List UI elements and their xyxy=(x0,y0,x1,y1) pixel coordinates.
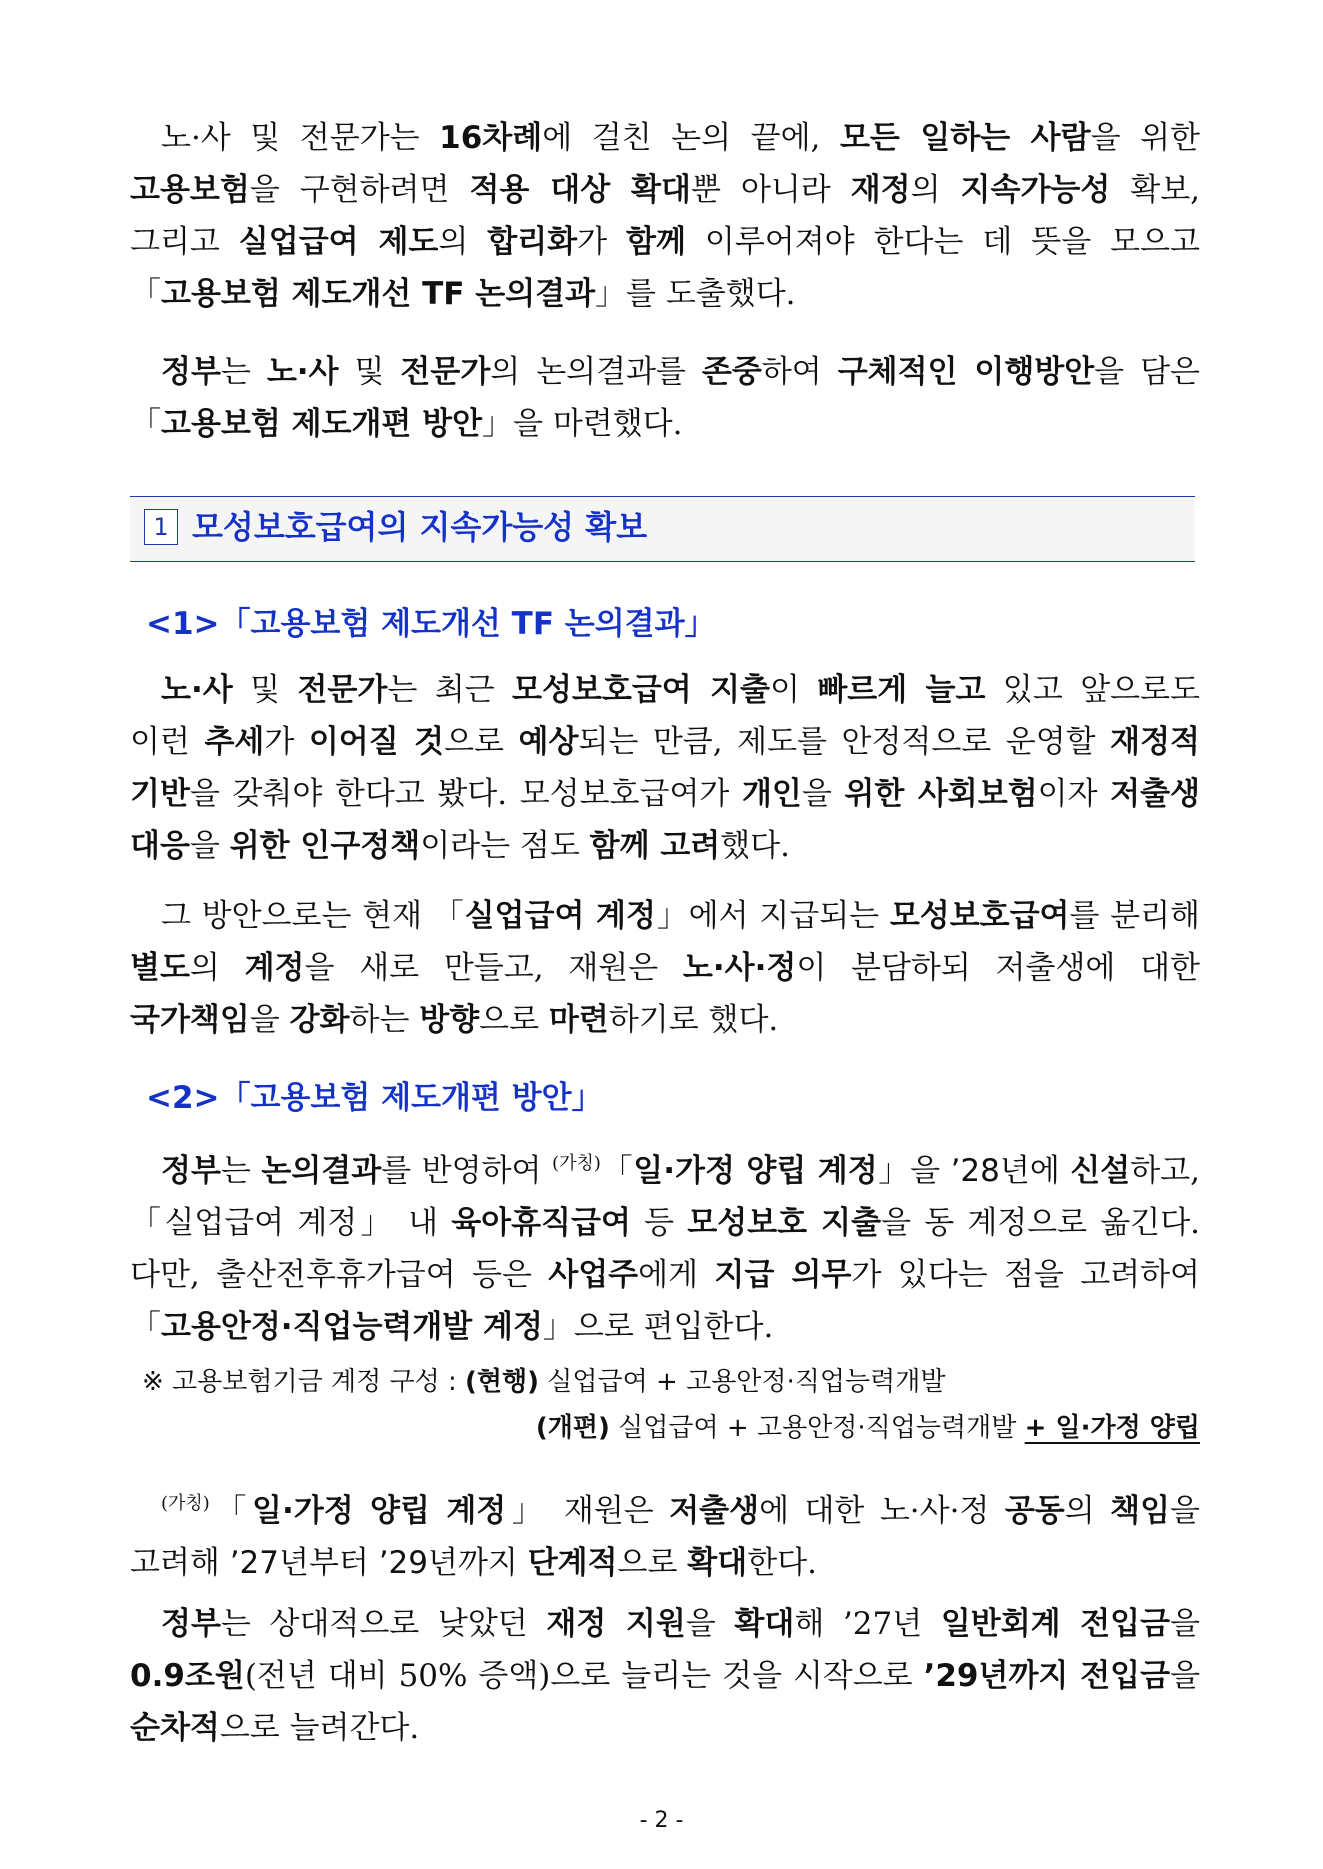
emphasized-text: 정부 xyxy=(161,354,221,390)
emphasized-text: 확대 xyxy=(734,1606,795,1642)
text-run: 」을 마련했다. xyxy=(482,406,683,442)
note-reform-added: + 일·가정 양립 xyxy=(1024,1413,1200,1443)
emphasized-text: 지속가능성 xyxy=(960,172,1111,208)
emphasized-text: 합리화 xyxy=(487,224,578,260)
note-current-label: (현행) xyxy=(465,1367,540,1397)
text-run: 을 xyxy=(189,828,230,864)
text-run: 을 새로 만들고, 재원은 xyxy=(304,950,683,986)
note-prefix: ※ 고용보험기금 계정 구성 : xyxy=(142,1367,466,1397)
emphasized-text: 저출생 xyxy=(669,1493,760,1529)
emphasized-text: 순차적 xyxy=(130,1710,220,1746)
emphasized-text: 적용 대상 확대 xyxy=(469,172,691,208)
text-run: 을 동 계정으로 옮긴다. 다만, 출산전후휴가급여 등은 xyxy=(130,1205,1201,1293)
emphasized-text: 계정 xyxy=(244,950,305,986)
emphasized-text: 지급 의무 xyxy=(714,1257,852,1293)
emphasized-text: 정부 xyxy=(161,1606,221,1642)
text-run: 을 고려해 xyxy=(130,1493,1200,1581)
text-run: 을 갖춰야 한다고 봤다. 모성보호급여가 xyxy=(189,776,742,812)
text-run: 으로 늘려간다. xyxy=(219,1710,420,1746)
emphasized-text: 위한 인구정책 xyxy=(229,828,421,864)
text-run: 등 xyxy=(630,1205,688,1241)
text-run: 의 논의결과를 xyxy=(490,354,702,390)
text-run: 이 xyxy=(769,672,818,708)
text-run: 을 위한 xyxy=(1090,120,1200,156)
sub2-paragraph-3 xyxy=(130,1598,1200,1754)
emphasized-text: 전문가 xyxy=(400,354,491,390)
section-header xyxy=(130,496,1195,562)
emphasized-text: 신설 xyxy=(1070,1153,1131,1189)
text-run: 을 xyxy=(1170,1606,1200,1642)
text-run: 의 xyxy=(438,224,488,260)
text-run: 및 xyxy=(232,672,298,708)
subheading-1: <1>「고용보험 제도개선 TF 논의결과」 xyxy=(146,606,716,642)
note-reform-label: (개편) xyxy=(535,1413,610,1443)
emphasized-text: 일·가정 양립 계정 xyxy=(633,1153,878,1189)
intro-paragraph-2 xyxy=(130,346,1200,450)
emphasized-text: 고용보험 제도개편 방안 xyxy=(161,406,483,442)
text-run: 하여 xyxy=(761,354,838,390)
emphasized-text: 강화 xyxy=(289,1002,350,1038)
text-run: 의 xyxy=(1064,1493,1111,1529)
text-run: 에 걸친 논의 끝에, xyxy=(542,120,840,156)
emphasized-text: 논의결과 xyxy=(261,1153,382,1189)
text-run: 을 xyxy=(685,1606,735,1642)
text-run: 있고 앞으로도 이런 xyxy=(130,672,1200,760)
text-run: 에게 xyxy=(638,1257,715,1293)
text-run: 「 xyxy=(209,1493,253,1529)
emphasized-text: 공동 xyxy=(1004,1493,1065,1529)
text-run: 」 재원은 xyxy=(506,1493,670,1529)
emphasized-text: 모성보호급여 xyxy=(889,898,1070,934)
emphasized-text: 책임 xyxy=(1110,1493,1171,1529)
emphasized-text: 확대 xyxy=(687,1545,748,1581)
emphasized-text: 함께 고려 xyxy=(589,828,721,864)
emphasized-text: 저출생 대응 xyxy=(130,776,1201,864)
account-structure-note xyxy=(142,1362,946,1402)
text-run: 까지 xyxy=(457,1545,528,1581)
text-run: 가 있다는 점을 고려하여 「 xyxy=(130,1257,1200,1345)
emphasized-text: 실업급여 계정 xyxy=(464,898,656,934)
emphasized-text: 존중 xyxy=(701,354,762,390)
text-run: 및 xyxy=(338,354,401,390)
text-run: 해 ’27년 xyxy=(794,1606,941,1642)
sub2-paragraph-2 xyxy=(130,1478,1200,1589)
section-number-badge: 1 xyxy=(144,509,178,545)
text-run: 를 반영하여 xyxy=(381,1153,553,1189)
emphasized-text: 추세 xyxy=(204,724,265,760)
note-current-text: 실업급여 + 고용안정·직업능력개발 xyxy=(539,1367,946,1397)
emphasized-text: 노·사·정 xyxy=(682,950,797,986)
text-run: 을 xyxy=(801,776,845,812)
superscript-note: (가칭) xyxy=(552,1153,601,1174)
text-run: 이자 xyxy=(1037,776,1111,812)
emphasized-text: 국가책임 xyxy=(130,1002,250,1038)
text-run: 을 구현하려면 xyxy=(249,172,470,208)
emphasized-text: 0.9조원 xyxy=(130,1658,245,1694)
emphasized-text: 예상 xyxy=(518,724,579,760)
text-run: 이 분담하되 저출생에 대한 xyxy=(796,950,1200,986)
emphasized-text: 별도 xyxy=(130,950,190,986)
sub2-paragraph-1 xyxy=(130,1138,1200,1353)
text-run: 는 상대적으로 낮았던 xyxy=(220,1606,547,1642)
text-run: 노·사 및 전문가는 xyxy=(161,120,440,156)
text-run: 」으로 편입한다. xyxy=(542,1309,774,1345)
text-run: 가 xyxy=(264,724,309,760)
text-run: 으로 xyxy=(617,1545,688,1581)
text-run: 는 최근 xyxy=(387,672,513,708)
emphasized-text: 실업급여 제도 xyxy=(238,224,439,260)
text-run: 」을 xyxy=(877,1153,951,1189)
emphasized-text: 모성보호급여 지출 xyxy=(512,672,770,708)
text-run: 을 xyxy=(1170,1658,1201,1694)
text-run: (전년 대비 50% 증액)으로 늘리는 것을 시작으로 xyxy=(244,1658,924,1694)
text-run: 한다. xyxy=(747,1545,817,1581)
text-run: 을 xyxy=(249,1002,290,1038)
emphasized-text: 16차례 xyxy=(439,120,543,156)
page-number: - 2 - xyxy=(639,1808,684,1833)
emphasized-text: 일·가정 양립 계정 xyxy=(252,1493,507,1529)
text-run: 의 xyxy=(910,172,961,208)
text-run: 를 분리해 xyxy=(1069,898,1201,934)
emphasized-text: 모성보호 지출 xyxy=(687,1205,882,1241)
text-run: 하고, 「실업급여 계정」 내 xyxy=(130,1153,1200,1241)
text-run: 이루어져야 한다는 데 뜻을 모으고 「 xyxy=(130,224,1200,312)
text-run: ’27년부터 ’29년 xyxy=(229,1545,458,1581)
text-run: 에 대한 노·사·정 xyxy=(759,1493,1005,1529)
sub1-paragraph-1 xyxy=(130,664,1200,872)
text-run: 확보, 그리고 xyxy=(130,172,1201,260)
section-title: 모성보호급여의 지속가능성 확보 xyxy=(192,508,648,546)
account-structure-note-reform xyxy=(536,1408,1200,1448)
text-run: 「 xyxy=(600,1153,634,1189)
text-run: 으로 xyxy=(479,1002,549,1038)
emphasized-text: 고용보험 제도개선 TF 논의결과 xyxy=(161,276,596,312)
emphasized-text: 정부 xyxy=(161,1153,221,1189)
text-run: 가 xyxy=(577,224,627,260)
emphasized-text: 방향 xyxy=(419,1002,480,1038)
text-run: 는 xyxy=(220,1153,262,1189)
text-run: ’28년 xyxy=(950,1153,1030,1189)
emphasized-text: 육아휴직급여 xyxy=(451,1205,631,1241)
text-run: 하기로 했다. xyxy=(608,1002,779,1038)
emphasized-text: 함께 xyxy=(626,224,686,260)
emphasized-text: 고용안정·직업능력개발 계정 xyxy=(161,1309,543,1345)
sub1-paragraph-2 xyxy=(130,890,1200,1046)
emphasized-text: 단계적 xyxy=(527,1545,618,1581)
emphasized-text: 빠르게 늘고 xyxy=(817,672,986,708)
emphasized-text: ’29년까지 전입금 xyxy=(923,1658,1171,1694)
emphasized-text: 사업주 xyxy=(548,1257,639,1293)
note-reform-text: 실업급여 + 고용안정·직업능력개발 xyxy=(609,1413,1025,1443)
emphasized-text: 노·사 xyxy=(161,672,233,708)
emphasized-text: 마련 xyxy=(548,1002,609,1038)
emphasized-text: 구체적인 이행방안 xyxy=(837,354,1095,390)
text-run: 그 방안으로는 현재 「 xyxy=(161,898,465,934)
superscript-note: (가칭) xyxy=(161,1493,210,1514)
emphasized-text: 이어질 것 xyxy=(308,724,445,760)
text-run: 했다. xyxy=(720,828,790,864)
text-run: 는 xyxy=(220,354,267,390)
text-run: 하는 xyxy=(349,1002,420,1038)
emphasized-text: 전문가 xyxy=(297,672,388,708)
text-run: 」를 도출했다. xyxy=(595,276,796,312)
emphasized-text: 위한 사회보험 xyxy=(844,776,1038,812)
subheading-2: <2>「고용보험 제도개편 방안」 xyxy=(146,1080,603,1116)
text-run: 의 xyxy=(189,950,245,986)
intro-paragraph-1 xyxy=(130,112,1200,320)
emphasized-text: 고용보험 xyxy=(130,172,250,208)
text-run: 을 담은 「 xyxy=(130,354,1200,442)
text-run: 되는 만큼, 제도를 안정적으로 운영할 xyxy=(578,724,1111,760)
emphasized-text: 일반회계 전입금 xyxy=(940,1606,1171,1642)
emphasized-text: 재정적 기반 xyxy=(130,724,1200,812)
text-run: 으로 xyxy=(444,724,519,760)
emphasized-text: 개인 xyxy=(741,776,802,812)
emphasized-text: 재정 지원 xyxy=(546,1606,686,1642)
text-run: 에 xyxy=(1029,1153,1071,1189)
emphasized-text: 재정 xyxy=(850,172,911,208)
text-run: 이라는 점도 xyxy=(420,828,590,864)
emphasized-text: 노·사 xyxy=(266,354,339,390)
emphasized-text: 모든 일하는 사람 xyxy=(839,120,1091,156)
text-run: 」에서 지급되는 xyxy=(655,898,890,934)
text-run: 뿐 아니라 xyxy=(690,172,851,208)
